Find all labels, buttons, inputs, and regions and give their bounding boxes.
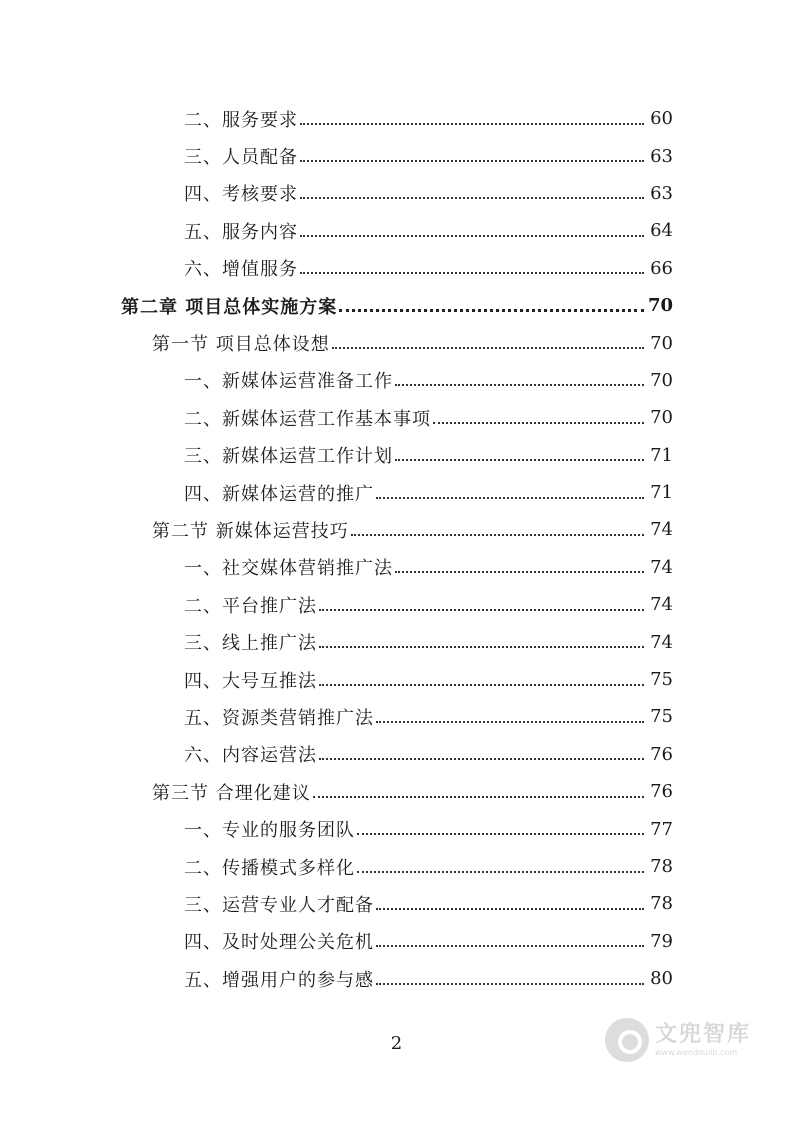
toc-entry-label: 一、新媒体运营准备工作 [184, 371, 393, 393]
toc-entry-label: 一、社交媒体营销推广法 [184, 558, 393, 580]
toc-entry-page: 78 [650, 893, 673, 915]
toc-entry-page: 66 [650, 257, 673, 279]
toc-entry-page: 74 [650, 631, 673, 653]
toc-entry-label: 第二节 新媒体运营技巧 [152, 520, 349, 542]
dot-leader [300, 197, 644, 199]
toc-entry-page: 75 [650, 706, 673, 728]
toc-entry-item[interactable] [0, 100, 793, 137]
dot-leader [300, 235, 644, 237]
toc-entry-item[interactable] [0, 736, 793, 773]
toc-entry-item[interactable] [0, 848, 793, 885]
dot-leader [395, 459, 644, 461]
toc-entry-item[interactable] [0, 212, 793, 249]
table-of-contents [0, 100, 793, 997]
dot-leader [351, 534, 644, 536]
toc-entry-label: 五、增强用户的参与感 [184, 969, 374, 991]
toc-entry-item[interactable] [0, 549, 793, 586]
dot-leader [319, 758, 644, 760]
toc-entry-page: 76 [650, 781, 673, 803]
toc-entry-page: 70 [650, 332, 673, 354]
toc-entry-label: 三、人员配备 [184, 147, 298, 169]
toc-entry-item[interactable] [0, 362, 793, 399]
dot-leader [357, 833, 644, 835]
toc-entry-page: 79 [650, 930, 673, 952]
toc-entry-label: 六、增值服务 [184, 259, 298, 281]
toc-entry-label: 三、新媒体运营工作计划 [184, 446, 393, 468]
watermark [605, 1018, 751, 1062]
toc-entry-label: 四、及时处理公关危机 [184, 932, 374, 954]
watermark-url: www.wendoulib.com [654, 1047, 738, 1057]
toc-entry-page: 64 [650, 220, 673, 242]
toc-entry-page: 75 [650, 669, 673, 691]
toc-entry-section[interactable] [0, 773, 793, 810]
dot-leader [300, 272, 644, 274]
toc-entry-item[interactable] [0, 960, 793, 997]
toc-entry-label: 三、运营专业人才配备 [184, 894, 374, 916]
toc-entry-label: 六、内容运营法 [184, 745, 317, 767]
dot-leader [332, 347, 644, 349]
toc-entry-page: 71 [650, 444, 673, 466]
toc-entry-page: 74 [650, 519, 673, 541]
watermark-logo-icon [605, 1018, 649, 1062]
toc-entry-page: 80 [650, 968, 673, 990]
toc-entry-label: 三、线上推广法 [184, 633, 317, 655]
watermark-name: 文兜智库 [654, 1021, 751, 1047]
toc-entry-label: 二、传播模式多样化 [184, 857, 355, 879]
dot-leader [319, 609, 644, 611]
toc-entry-page: 60 [650, 108, 673, 130]
toc-entry-page: 76 [650, 743, 673, 765]
toc-entry-label: 二、平台推广法 [184, 595, 317, 617]
toc-entry-chapter[interactable] [0, 287, 793, 324]
toc-entry-label: 四、新媒体运营的推广 [184, 483, 374, 505]
toc-entry-section[interactable] [0, 324, 793, 361]
toc-entry-page: 77 [650, 818, 673, 840]
toc-entry-label: 第三节 合理化建议 [152, 782, 311, 804]
dot-leader [376, 497, 644, 499]
dot-leader [339, 309, 644, 312]
dot-leader [319, 646, 644, 648]
toc-entry-label: 五、服务内容 [184, 221, 298, 243]
toc-entry-item[interactable] [0, 399, 793, 436]
dot-leader [300, 160, 644, 162]
toc-entry-page: 70 [647, 295, 673, 317]
toc-entry-page: 63 [650, 182, 673, 204]
toc-entry-item[interactable] [0, 810, 793, 847]
toc-entry-page: 63 [650, 145, 673, 167]
dot-leader [395, 384, 644, 386]
toc-entry-item[interactable] [0, 923, 793, 960]
toc-entry-item[interactable] [0, 885, 793, 922]
toc-entry-label: 一、专业的服务团队 [184, 820, 355, 842]
dot-leader [376, 721, 644, 723]
dot-leader [300, 123, 644, 125]
toc-entry-page: 71 [650, 482, 673, 504]
toc-entry-page: 78 [650, 856, 673, 877]
toc-entry-label: 四、大号互推法 [184, 670, 317, 692]
toc-entry-item[interactable] [0, 661, 793, 698]
toc-entry-label: 二、服务要求 [184, 109, 298, 131]
toc-entry-label: 第二章 项目总体实施方案 [121, 296, 338, 318]
dot-leader [376, 908, 644, 910]
dot-leader [376, 983, 644, 985]
toc-entry-item[interactable] [0, 698, 793, 735]
toc-entry-label: 二、新媒体运营工作基本事项 [184, 408, 431, 430]
page-number: 2 [390, 1033, 403, 1054]
toc-entry-item[interactable] [0, 250, 793, 287]
toc-entry-label: 五、资源类营销推广法 [184, 707, 374, 729]
dot-leader [313, 796, 644, 798]
toc-entry-label: 第一节 项目总体设想 [152, 334, 330, 356]
toc-entry-item[interactable] [0, 474, 793, 511]
dot-leader [319, 684, 644, 686]
dot-leader [433, 422, 644, 424]
toc-entry-item[interactable] [0, 586, 793, 623]
toc-entry-page: 70 [650, 407, 673, 429]
toc-entry-item[interactable] [0, 137, 793, 174]
toc-entry-page: 74 [650, 556, 673, 578]
toc-entry-item[interactable] [0, 437, 793, 474]
dot-leader [357, 871, 644, 873]
dot-leader [376, 945, 644, 947]
toc-entry-section[interactable] [0, 511, 793, 548]
toc-entry-page: 74 [650, 594, 673, 616]
toc-entry-label: 四、考核要求 [184, 184, 298, 206]
toc-entry-page: 70 [650, 369, 673, 391]
toc-entry-item[interactable] [0, 175, 793, 212]
dot-leader [395, 571, 644, 573]
toc-entry-item[interactable] [0, 623, 793, 660]
